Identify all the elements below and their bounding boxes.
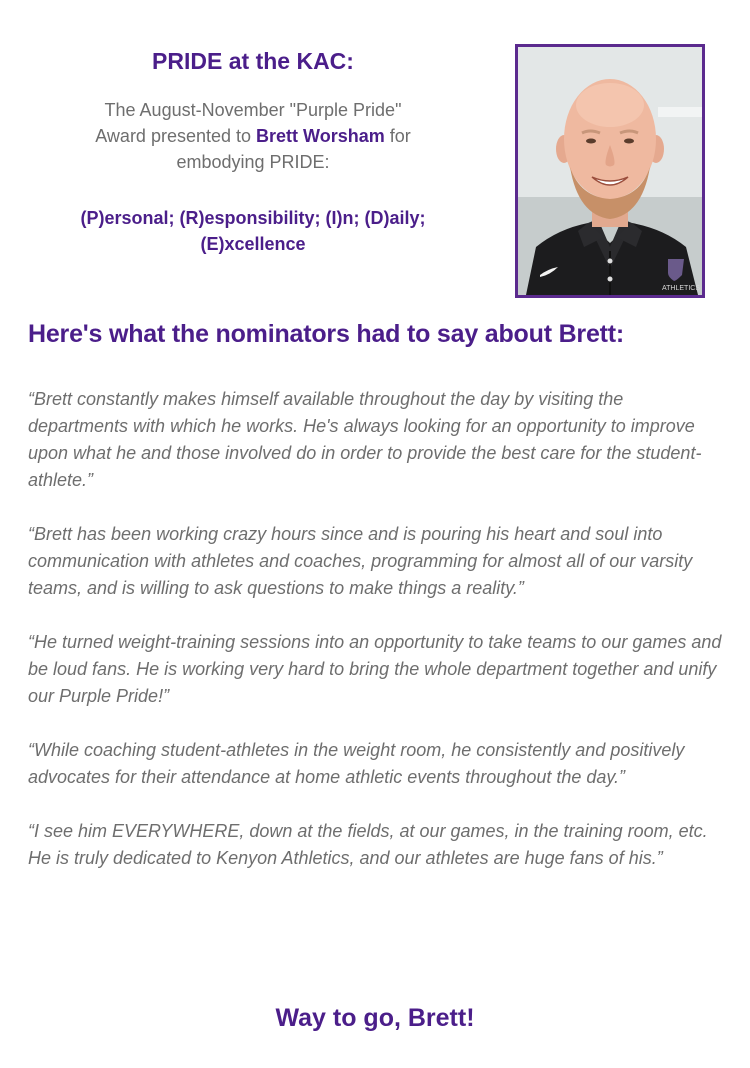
recipient-photo [515, 44, 705, 298]
quote-item: “Brett constantly makes himself available throughout the day by visiting the departments with which he works. He's always looking for an opportunity to improve upon what he and those involved do in order to provide the best care for the student-athlete.” [28, 389, 702, 490]
quote-item: “I see him EVERYWHERE, down at the fields, at our games, in the training room, etc. He is truly dedicated to Kenyon Athletics, and our athletes are huge fans of his.” [28, 821, 708, 868]
closing-message: Way to go, Brett! [275, 1004, 475, 1032]
shirt-text: ATHLETICS [662, 285, 700, 292]
award-desc-line2-suffix: for [384, 126, 411, 146]
pride-line2: (E)xcellence [200, 234, 306, 254]
quote-item: “He turned weight-training sessions into an opportunity to take teams to our games and be loud fans. He is working very hard to bring the whole department together and unify our Purple Pride!” [28, 632, 722, 706]
section-heading: Here's what the nominators had to say about Brett: [28, 320, 625, 348]
award-description [18, 97, 488, 175]
award-desc-line3: embodying PRIDE: [176, 152, 330, 172]
portrait-illustration [518, 47, 702, 295]
award-block [18, 48, 488, 257]
award-header [0, 0, 750, 310]
nominator-quotes [28, 386, 728, 899]
award-title: PRIDE at the KAC: [152, 48, 354, 74]
pride-acronym [18, 205, 488, 257]
recipient-name: Brett Worsham [256, 126, 385, 146]
award-desc-line2-prefix: Award presented to [95, 126, 257, 146]
pride-line1: (P)ersonal; (R)esponsibility; (I)n; (D)aily; [80, 208, 426, 228]
award-desc-line1: The August-November "Purple Pride" [104, 100, 402, 120]
quote-item: “Brett has been working crazy hours since and is pouring his heart and soul into communication with athletes and coaches, programming for almost all of our varsity teams, and is willing to ask questions to make things a reality.” [28, 524, 693, 598]
quote-item: “While coaching student-athletes in the weight room, he consistently and positively advocates for their attendance at home athletic events throughout the day.” [28, 740, 685, 787]
